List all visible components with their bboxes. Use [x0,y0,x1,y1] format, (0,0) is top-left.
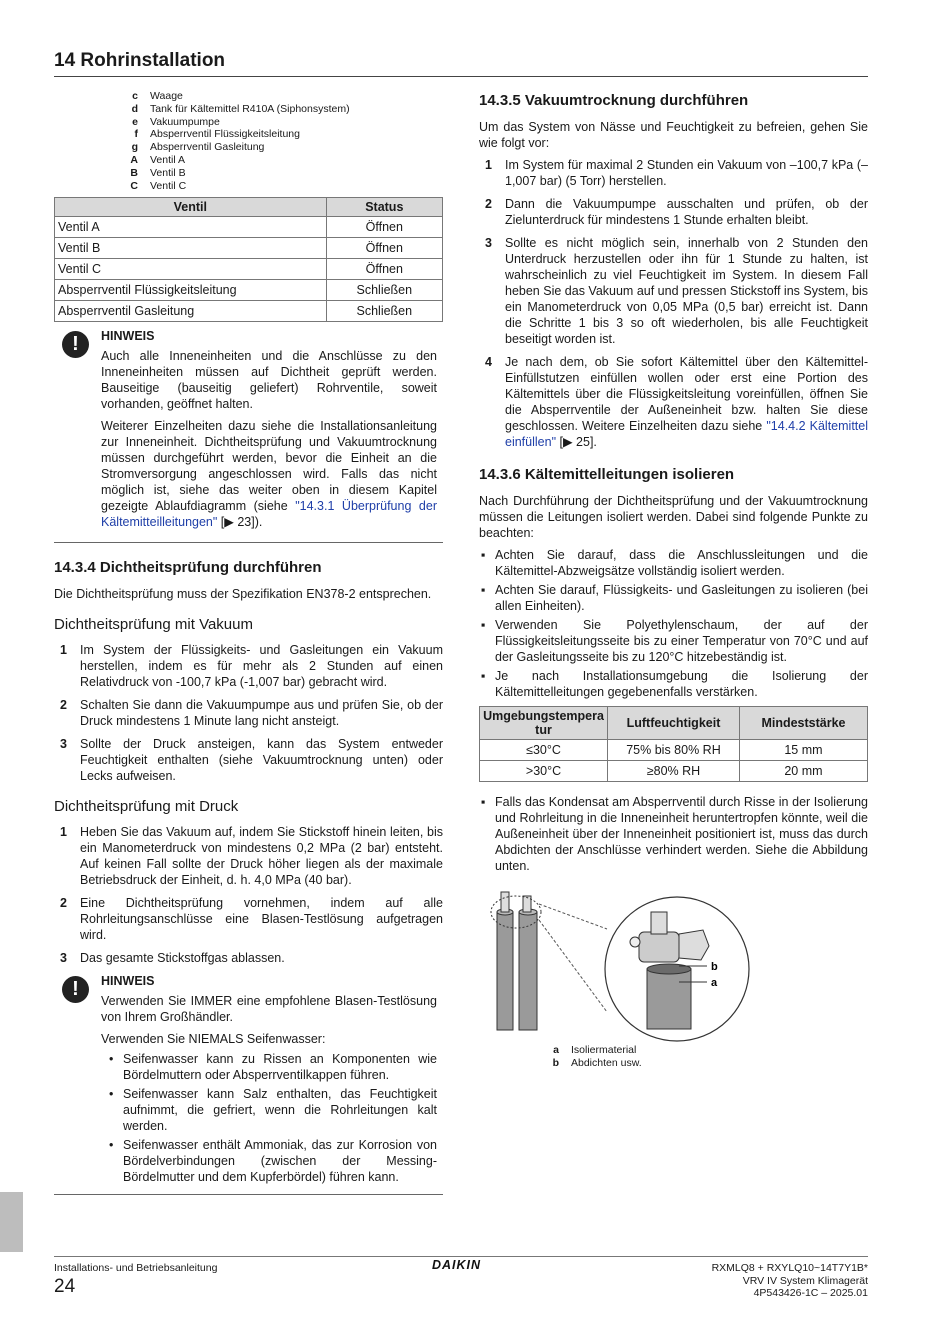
note-box-1 [54,328,443,543]
step-number: 1 [485,158,492,172]
step-number: 1 [60,643,67,658]
valve-status-table [54,197,443,322]
step-number: 2 [485,197,492,211]
step-item [54,895,443,943]
legend-item [112,141,443,154]
callout-label-a: a [711,977,718,989]
step-item [54,642,443,690]
step-item: 4 Je nach dem, ob Sie sofort Kältemittel über den Kältemittel-Einfüllstutzen einfüllen wollen oder erst eine Portion des Kältemittels über die Flüssigkeitsleitung voreinfüllen, öffnen Sie die Absperrventile der Außeneinheit bzw. halten Sie diese geschlossen. Weitere Einzelheiten dazu siehe "14.4.2 Kältemittel einfüllen" [▶ 25]. [485,355,868,449]
legend-text: Vakuumpumpe [150,115,220,128]
table-cell: Schließen [326,301,442,322]
bullet-text: Seifenwasser kann zu Rissen an Komponenten wie Bördelmuttern oder Absperrventilkappen führen. [123,1052,437,1083]
note-paragraph: Verwenden Sie NIEMALS Seifenwasser: [101,1032,326,1047]
table-cell: ≤30°C [480,740,608,761]
callout-label-b: b [711,961,718,973]
subheading-vacuum-test: Dichtheitsprüfung mit Vakuum [54,616,253,634]
legend-key: B [130,166,138,179]
note-box-2 [54,973,443,1195]
legend-text: Ventil A [150,153,186,166]
step-item [54,950,443,966]
warning-icon: ! [62,976,89,1003]
xref-link-14-3-1[interactable]: "14.3.1 Überprüfung der Kältemitteilleitungen" [101,499,437,530]
table-row [480,761,868,782]
step-number: 2 [60,896,67,911]
step-item [479,196,868,228]
legend-key: e [132,115,138,128]
bullet-item [479,547,868,579]
step-item [54,824,443,888]
bullet-mark: • [109,1087,114,1102]
insulation-bullet-list [479,547,868,700]
step-item [479,235,868,347]
note-heading: HINWEIS [101,974,155,989]
left-column [54,90,443,1195]
daikin-logo: DAIKIN [432,1258,482,1272]
footer-model: RXMLQ8 + RXYLQ10~14T7Y1B* [711,1262,868,1274]
bullet-item [479,582,868,614]
legend-item [112,103,443,116]
legend-key: a [553,1044,559,1056]
legend-text: Ventil C [150,179,187,192]
legend-text: Waage [150,90,183,102]
step-number: 3 [485,236,492,250]
step-text: Sollte der Druck ansteigen, kann das System entweder Feuchtigkeit enthalten (siehe Vakuumtrocknung unten) oder Lecks aufweisen. [80,737,443,784]
step-text: Schalten Sie dann die Vakuumpumpe aus und prüfen Sie, ob der Druck mindestens 1 Minute lang nicht ansteigt. [80,698,443,729]
table-cell: 75% bis 80% RH [608,740,740,761]
table-cell: ≥80% RH [608,761,740,782]
note-paragraph: Verwenden Sie IMMER eine empfohlene Blasen-Testlösung von Ihrem Großhändler. [101,994,437,1025]
legend-text: Isoliermaterial [571,1044,637,1056]
table-header: Mindeststärke [739,707,867,740]
section-heading-14-3-6: 14.3.6 Kältemittelleitungen isolieren [479,466,735,483]
table-cell: Ventil C [55,259,327,280]
pressure-steps-list [54,824,443,966]
bullet-mark: ▪ [481,669,486,683]
legend-item [551,1044,868,1057]
step-item [479,157,868,189]
step-number: 1 [60,825,67,840]
legend-text: Absperrventil Flüssigkeitsleitung [150,128,300,141]
legend-item [112,116,443,129]
bullet-item [479,668,868,700]
legend-text: Absperrventil Gasleitung [150,141,265,154]
warning-icon: ! [62,331,89,358]
table-cell: Absperrventil Flüssigkeitsleitung [55,280,327,301]
valve-table-header-status: Status [326,198,442,217]
legend-item [112,180,443,193]
step-number: 2 [60,698,67,713]
bullet-text: Je nach Installationsumgebung die Isolierung der Kältemittelleitungen gegebenenfalls verstärken. [495,669,868,699]
step-number: 3 [60,951,67,966]
legend-key: C [130,179,138,192]
legend-item [112,167,443,180]
table-cell: Öffnen [326,259,442,280]
subheading-pressure-test: Dichtheitsprüfung mit Druck [54,798,239,816]
section-heading-14-3-5: 14.3.5 Vakuumtrocknung durchführen [479,92,749,109]
table-row [55,301,443,322]
legend-key: f [134,128,138,141]
legend-item [112,128,443,141]
bullet-text: Verwenden Sie Polyethylenschaum, der auf der Flüssigkeitsleitungsseite bis zu einer Temperatur von 70°C und auf der Gasleitungsseite bis zu 120°C hitzebeständig ist. [495,618,868,664]
table-row [480,740,868,761]
humidity-thickness-table [479,706,868,782]
section-intro: Die Dichtheitsprüfung muss der Spezifikation EN378-2 entsprechen. [54,587,432,602]
table-cell: Öffnen [326,217,442,238]
note-heading: HINWEIS [101,329,155,344]
figure-legend-bottom [551,1044,868,1070]
valve-table-header-valve: Ventil [55,198,327,217]
bullet-item: ▪ Falls das Kondensat am Absperrventil durch Risse in der Isolierung und Rohrleitung in die Inneneinheit heruntertropfen könnte, weil die Außeneinheit über der Inneneinheit positioniert ist, muss das durch Abdichten der Anschlüsse verhindert werden. Siehe die Abbildung unten. [481,795,868,873]
bullet-text: Seifenwasser kann Salz enthalten, das Feuchtigkeit aufnimmt, die gefriert, wenn die Rohrleitungen kalt werden. [123,1087,437,1134]
legend-key: g [131,141,138,154]
legend-key: c [132,90,138,102]
table-row [55,217,443,238]
table-cell: Ventil B [55,238,327,259]
title-divider [54,76,868,77]
legend-text: Abdichten usw. [571,1056,642,1069]
note-paragraph-with-link: Weiterer Einzelheiten dazu siehe die Installationsanleitung zur Inneneinheit. Dichtheitsprüfung und Vakuumtrocknung müssen durchgeführt werden, bevor die Einheit an die Stromversorgung angeschlossen wird. Falls das nicht möglich ist, siehe das weiter oben in diesem Kapitel gezeigte Ablaufdiagramm (siehe "14.3.1 Überprüfung der Kältemitteilleitungen" [▶ 23]). [101,419,437,530]
table-cell: >30°C [480,761,608,782]
footer-divider [54,1256,868,1257]
table-cell: Absperrventil Gasleitung [55,301,327,322]
legend-text: Ventil B [150,166,186,179]
section-intro: Um das System von Nässe und Feuchtigkeit zu befreien, gehen Sie wie folgt vor: [479,120,868,150]
footer-model-info [712,1262,868,1300]
step-text: Heben Sie das Vakuum auf, indem Sie Stickstoff hinein leiten, bis ein Manometerdruck von mindestens 0,2 MPa (2 bar) entsteht. Auf keinen Fall sollte der Druck höher liegen als der maximale Betriebsdruck der Einheit, d. h. 4,0 MPa (40 bar). [80,825,443,888]
page-title: 14 Rohrinstallation [54,50,226,71]
legend-text: Tank für Kältemittel R410A (Siphonsystem) [150,102,350,115]
bullet-item [101,1086,437,1134]
legend-item [112,154,443,167]
bullet-item [479,617,868,665]
table-cell: 15 mm [739,740,867,761]
legend-key: d [131,102,138,115]
bullet-mark: • [109,1052,114,1067]
figure-legend-top [112,90,443,192]
table-header: Umgebungstempera tur [480,707,608,740]
table-cell: Ventil A [55,217,327,238]
step-text: Dann die Vakuumpumpe ausschalten und prüfen, ob der Zielunterdruck für mindestens 1 Stunde erhalten bleibt. [505,197,868,227]
bullet-mark: ▪ [481,583,486,597]
table-row [55,280,443,301]
table-header: Luftfeuchtigkeit [608,707,740,740]
note-bullet-list [101,1051,437,1185]
chapter-side-tab [0,1192,23,1252]
step-item [54,697,443,729]
bullet-mark: • [109,1138,114,1153]
section-intro: Nach Durchführung der Dichtheitsprüfung und der Vakuumtrocknung müssen die Leitungen isoliert werden. Dabei sind folgende Punkte zu beachten: [479,494,868,540]
page-number: 24 [54,1276,76,1297]
insulation-figure [479,884,868,1044]
bullet-item [101,1137,437,1185]
step-text: Sollte es nicht möglich sein, innerhalb von 2 Stunden den Unterdruck herzustellen oder ihn für 1 Stunde zu halten, ist wahrscheinlich zu viel Feuchtigkeit im System. In diesem Fall heben Sie das Vakuum auf und pressen Stickstoff ins System, bis ein Manometerdruck von 0,05 MPa (0,5 bar) erreicht ist. Dann die Schritte 1 bis 3 so oft wiederholen, bis alle Feuchtigkeit beseitigt worden ist. [505,236,868,346]
insulated-pipe-illustration [479,884,868,1044]
footer-docnumber: 4P543426-1C – 2025.01 [753,1287,868,1299]
legend-key: b [552,1056,559,1069]
table-cell: Öffnen [326,238,442,259]
bullet-item [101,1051,437,1083]
xref-link-14-4-2[interactable]: "14.4.2 Kältemittel einfüllen" [505,419,868,449]
table-row [55,259,443,280]
step-text: Das gesamte Stickstoffgas ablassen. [80,951,285,966]
table-cell: Schließen [326,280,442,301]
legend-item [112,90,443,103]
bullet-mark: ▪ [481,548,486,562]
bullet-mark: ▪ [481,618,486,632]
step-item [54,736,443,784]
bullet-text: Seifenwasser enthält Ammoniak, das zur Korrosion von Bördelverbindungen (zwischen der Messing-Bördelmutter und dem Kupferbördel) führen kann. [123,1138,437,1185]
section-heading-14-3-4: 14.3.4 Dichtheitsprüfung durchführen [54,559,322,577]
step-text: Eine Dichtheitsprüfung vornehmen, indem auf alle Rohrleitungsanschlüsse eine Blasen-Testlösung aufgetragen wird. [80,896,443,943]
right-column [479,90,868,1070]
bullet-text: Achten Sie darauf, dass die Anschlussleitungen und die Kältemittel-Abzweigsätze vollständig isoliert werden. [495,548,868,578]
legend-key: A [130,153,138,166]
footer-product: VRV IV System Klimagerät [742,1274,868,1287]
table-cell: 20 mm [739,761,867,782]
drying-steps-list [479,157,868,347]
step-text: Im System für maximal 2 Stunden ein Vakuum von –100,7 kPa (–1,007 bar) (5 Torr) herstellen. [505,158,868,188]
bullet-text: Achten Sie darauf, Flüssigkeits- und Gasleitungen zu isolieren (bei allen Einheiten). [495,583,868,613]
step-number: 3 [60,737,67,752]
legend-item [551,1057,868,1070]
vacuum-steps-list [54,642,443,784]
note-paragraph: Auch alle Inneneinheiten und die Anschlüsse zu den Inneneinheiten müssen auf Dichtheit geprüft werden. Bauseitige (bauseitig geliefert) Rohrventile, soweit vorhanden, geöffnet halten. [101,349,437,412]
footer-manual-title: Installations- und Betriebsanleitung [54,1262,218,1274]
table-row [55,238,443,259]
step-text: Im System der Flüssigkeits- und Gasleitungen ein Vakuum herstellen, indem es für mehr als 2 Stunden auf einen Relativdruck von -100,7 kPa (-1,007 bar) gebracht wird. [80,643,443,690]
